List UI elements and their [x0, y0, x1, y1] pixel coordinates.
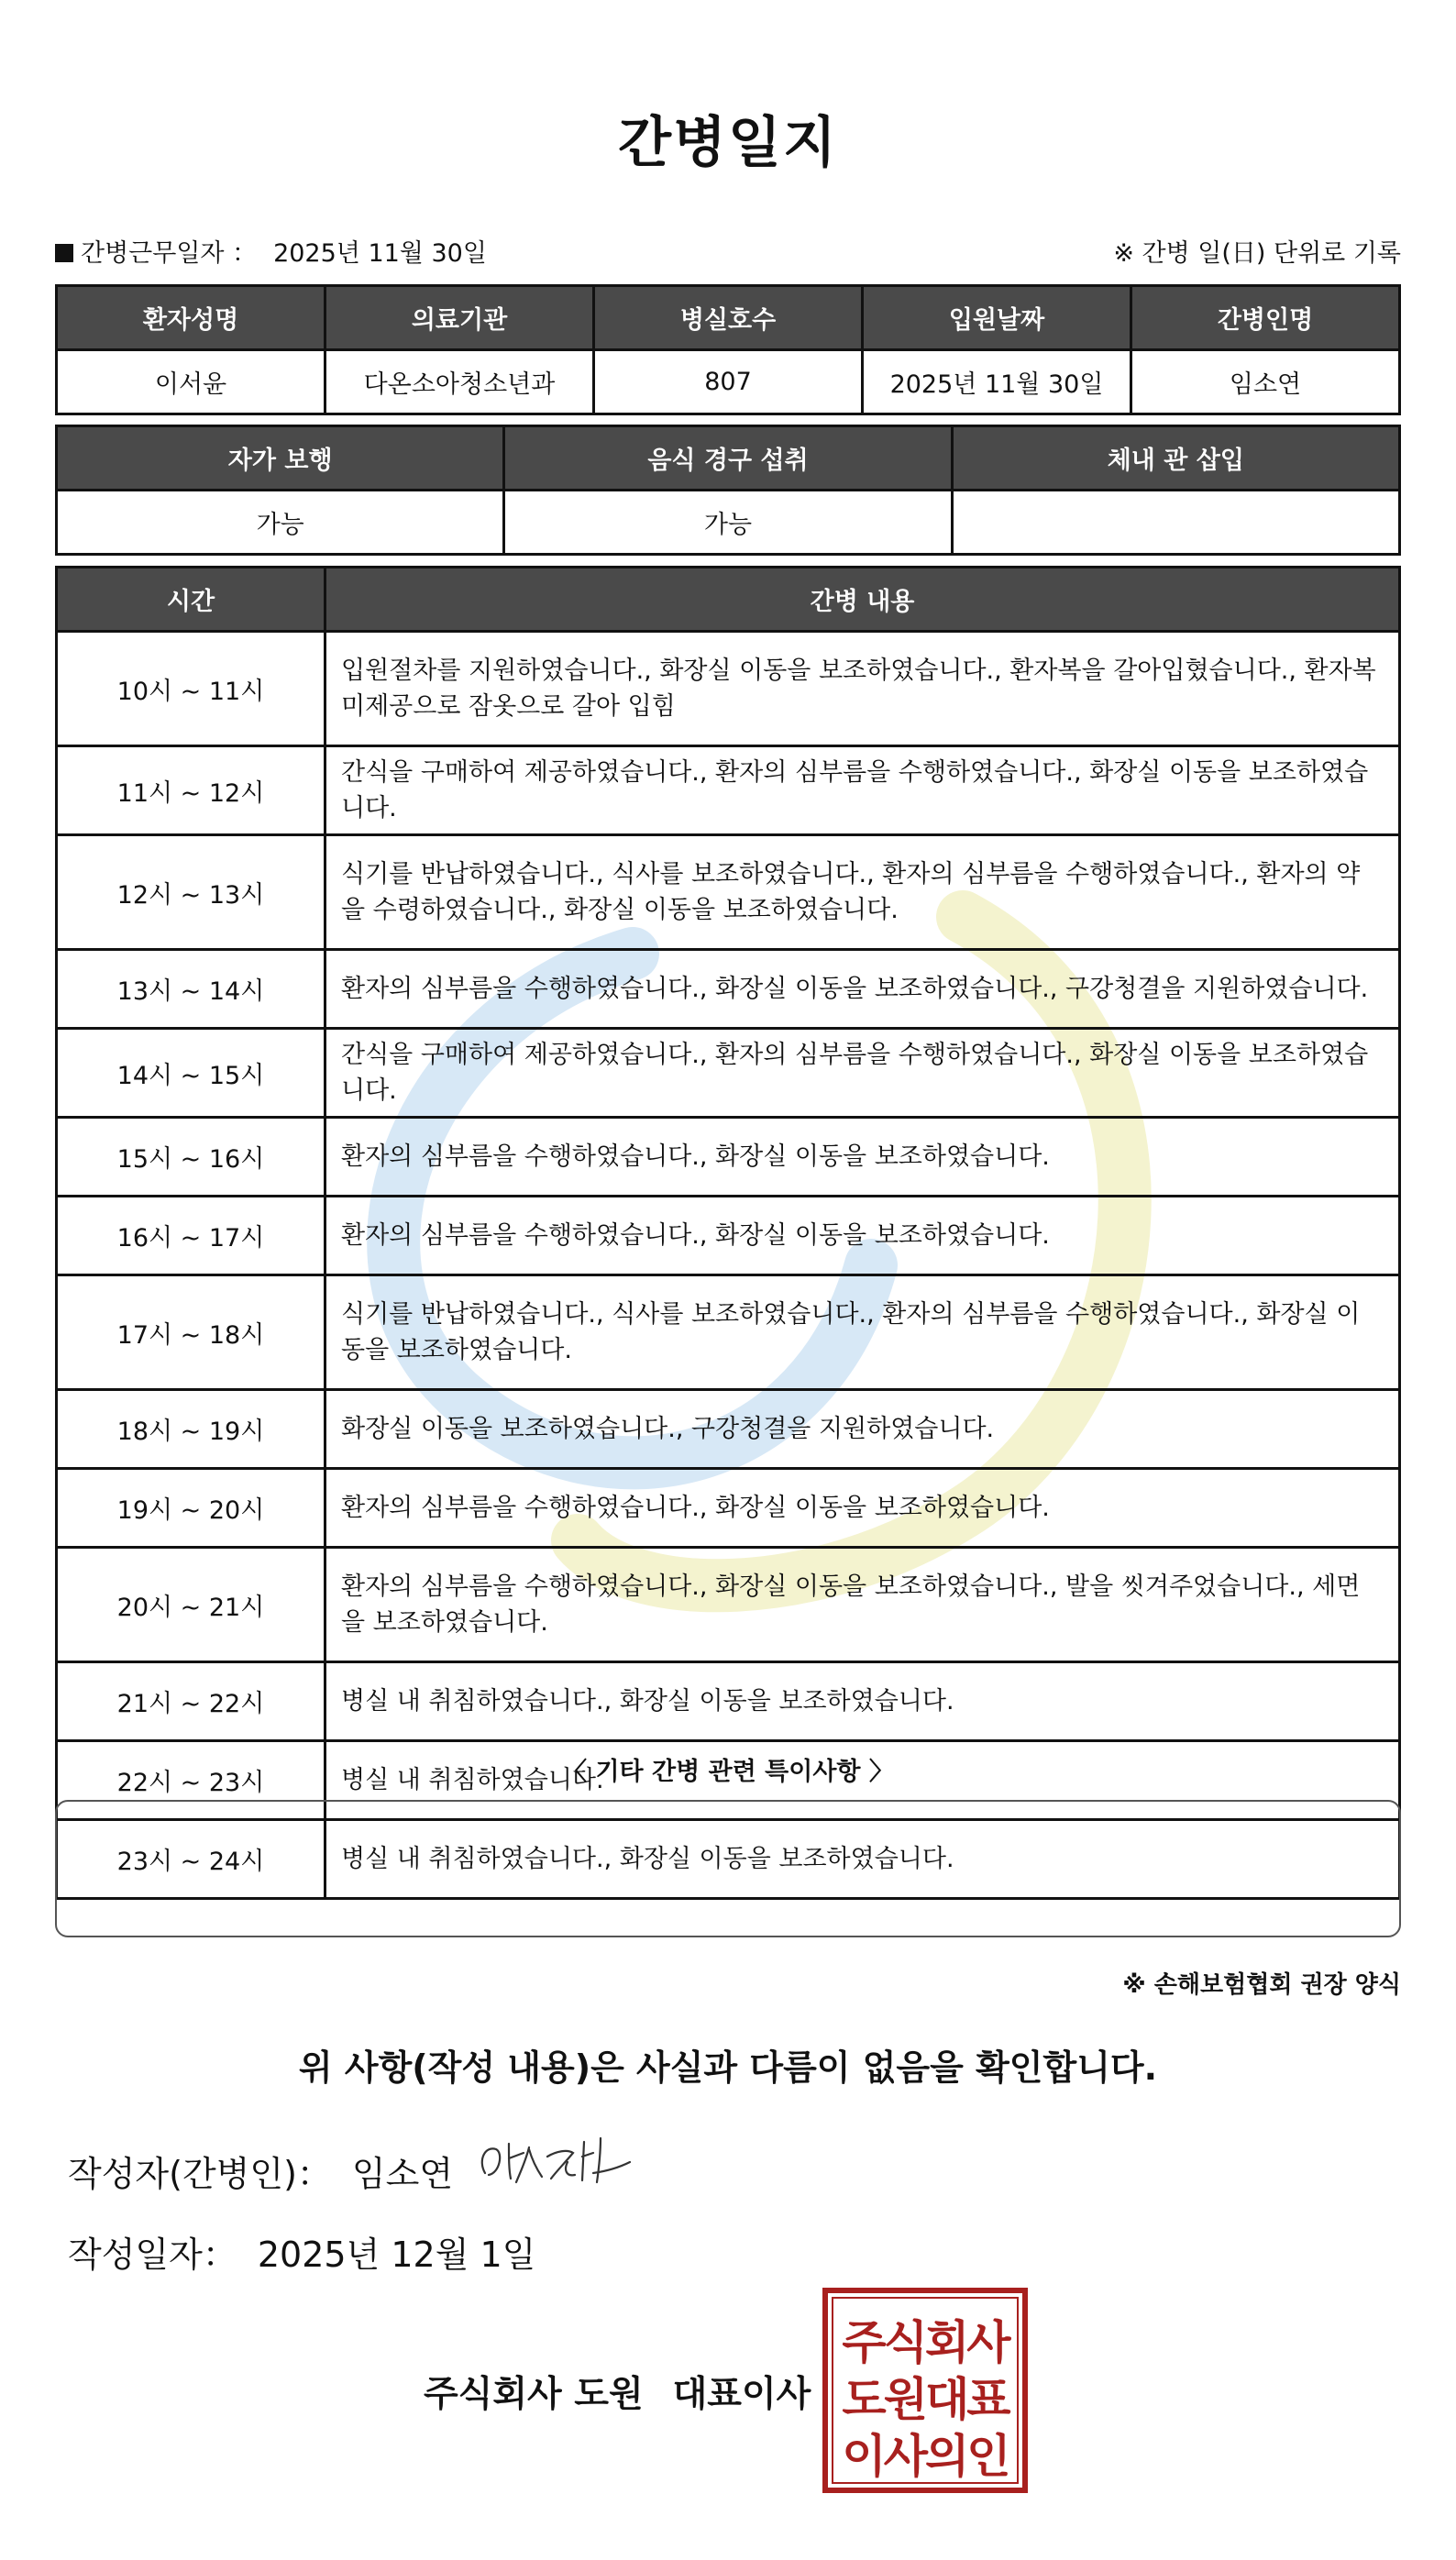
- work-date: 2025년 11월 30일: [273, 239, 487, 268]
- table-row: [57, 632, 1400, 746]
- time-cell: 10시 ~ 11시: [57, 632, 325, 746]
- time-cell: 18시 ~ 19시: [57, 1390, 325, 1469]
- header-time: 시간: [57, 568, 325, 632]
- content-cell: 간식을 구매하여 제공하였습니다., 환자의 심부름을 수행하였습니다., 화장실 이동을 보조하였습니다.: [325, 746, 1400, 835]
- content-cell: 병실 내 취침하였습니다., 화장실 이동을 보조하였습니다.: [325, 1820, 1400, 1899]
- time-cell: 21시 ~ 22시: [57, 1662, 325, 1741]
- care-log-table: [55, 566, 1401, 1900]
- time-cell: 20시 ~ 21시: [57, 1548, 325, 1662]
- table-row: [57, 1469, 1400, 1548]
- written-date-label: 작성일자：: [68, 2234, 237, 2275]
- table-row: [57, 1275, 1400, 1390]
- time-cell: 19시 ~ 20시: [57, 1469, 325, 1548]
- special-notes-title: 〈 기타 간병 관련 특이사항 〉: [562, 1758, 894, 1786]
- header-patient-name: 환자성명: [57, 286, 325, 350]
- content-cell: 식기를 반납하였습니다., 식사를 보조하였습니다., 환자의 심부름을 수행하였습니다., 화장실 이동을 보조하였습니다.: [325, 1275, 1400, 1390]
- table-row: [57, 835, 1400, 950]
- record-unit-note: ※ 간병 일(日) 단위로 기록: [1113, 239, 1401, 268]
- company-title: 대표이사: [672, 2374, 811, 2415]
- company-name: 주식회사 도원: [424, 2374, 644, 2415]
- tube-insertion-value: [952, 491, 1399, 555]
- content-cell: 병실 내 취침하였습니다.: [325, 1741, 1400, 1820]
- header-hospital: 의료기관: [325, 286, 594, 350]
- content-cell: 병실 내 취침하였습니다., 화장실 이동을 보조하였습니다.: [325, 1662, 1400, 1741]
- content-cell: 환자의 심부름을 수행하였습니다., 화장실 이동을 보조하였습니다., 구강청결을 지원하였습니다.: [325, 950, 1400, 1029]
- special-notes-box: [55, 1800, 1401, 1937]
- time-cell: 14시 ~ 15시: [57, 1029, 325, 1118]
- header-tube-insertion: 체내 관 삽입: [952, 426, 1399, 491]
- header-self-walking: 자가 보행: [57, 426, 504, 491]
- document-title: 간병일지: [618, 111, 838, 175]
- header-admission-date: 입원날짜: [863, 286, 1131, 350]
- time-cell: 22시 ~ 23시: [57, 1741, 325, 1820]
- content-cell: 입원절차를 지원하였습니다., 화장실 이동을 보조하였습니다., 환자복을 갈아입혔습니다., 환자복 미제공으로 잠옷으로 갈아 입힘: [325, 632, 1400, 746]
- content-cell: 간식을 구매하여 제공하였습니다., 환자의 심부름을 수행하였습니다., 화장실 이동을 보조하였습니다.: [325, 1029, 1400, 1118]
- handwritten-signature: [472, 2125, 637, 2199]
- patient-info-table: [55, 284, 1401, 415]
- table-row: [57, 950, 1400, 1029]
- patient-name: 이서윤: [57, 350, 325, 414]
- time-cell: 12시 ~ 13시: [57, 835, 325, 950]
- work-date-label: 간병근무일자 ：: [81, 239, 258, 268]
- time-cell: 13시 ~ 14시: [57, 950, 325, 1029]
- svg-text:주식회사: 주식회사: [842, 2316, 1009, 2369]
- svg-text:도원대표: 도원대표: [842, 2373, 1009, 2426]
- header-room-number: 병실호수: [594, 286, 863, 350]
- writer-line: [68, 2146, 453, 2196]
- content-cell: 환자의 심부름을 수행하였습니다., 화장실 이동을 보조하였습니다., 발을 씻겨주었습니다., 세면을 보조하였습니다.: [325, 1548, 1400, 1662]
- time-cell: 17시 ~ 18시: [57, 1275, 325, 1390]
- svg-text:이사의인: 이사의인: [842, 2430, 1009, 2483]
- admission-date: 2025년 11월 30일: [863, 350, 1131, 414]
- time-cell: 16시 ~ 17시: [57, 1197, 325, 1275]
- work-date-line: [55, 233, 487, 269]
- written-date: 2025년 12월 1일: [257, 2234, 536, 2275]
- patient-status-table: [55, 425, 1401, 556]
- content-cell: 환자의 심부름을 수행하였습니다., 화장실 이동을 보조하였습니다.: [325, 1197, 1400, 1275]
- content-cell: 환자의 심부름을 수행하였습니다., 화장실 이동을 보조하였습니다.: [325, 1469, 1400, 1548]
- content-cell: 식기를 반납하였습니다., 식사를 보조하였습니다., 환자의 심부름을 수행하였습니다., 환자의 약을 수령하였습니다., 화장실 이동을 보조하였습니다.: [325, 835, 1400, 950]
- room-number: 807: [594, 350, 863, 414]
- caregiver-name: 임소연: [1131, 350, 1400, 414]
- written-date-line: [68, 2226, 535, 2277]
- content-cell: 화장실 이동을 보조하였습니다., 구강청결을 지원하였습니다.: [325, 1390, 1400, 1469]
- table-row: [57, 1548, 1400, 1662]
- confirmation-statement: 위 사항(작성 내용)은 사실과 다름이 없음을 확인합니다.: [298, 2047, 1158, 2088]
- writer-label: 작성자(간병인)：: [68, 2154, 332, 2194]
- table-row: [57, 746, 1400, 835]
- time-cell: 15시 ~ 16시: [57, 1118, 325, 1197]
- header-caregiver-name: 간병인명: [1131, 286, 1400, 350]
- time-cell: 23시 ~ 24시: [57, 1820, 325, 1899]
- table-row: [57, 1029, 1400, 1118]
- time-cell: 11시 ~ 12시: [57, 746, 325, 835]
- oral-intake-value: 가능: [504, 491, 952, 555]
- writer-name: 임소연: [351, 2154, 454, 2194]
- table-row: [57, 1390, 1400, 1469]
- content-cell: 환자의 심부름을 수행하였습니다., 화장실 이동을 보조하였습니다.: [325, 1118, 1400, 1197]
- table-row: [57, 1118, 1400, 1197]
- square-bullet-icon: [55, 244, 73, 262]
- table-row: [57, 1197, 1400, 1275]
- self-walking-value: 가능: [57, 491, 504, 555]
- table-row: [57, 1662, 1400, 1741]
- form-source-note: ※ 손해보험협회 권장 양식: [1122, 1971, 1401, 1999]
- header-oral-intake: 음식 경구 섭취: [504, 426, 952, 491]
- header-care-content: 간병 내용: [325, 568, 1400, 632]
- hospital-name: 다온소아청소년과: [325, 350, 594, 414]
- company-seal-stamp: [822, 2287, 1029, 2494]
- company-line: [424, 2366, 811, 2417]
